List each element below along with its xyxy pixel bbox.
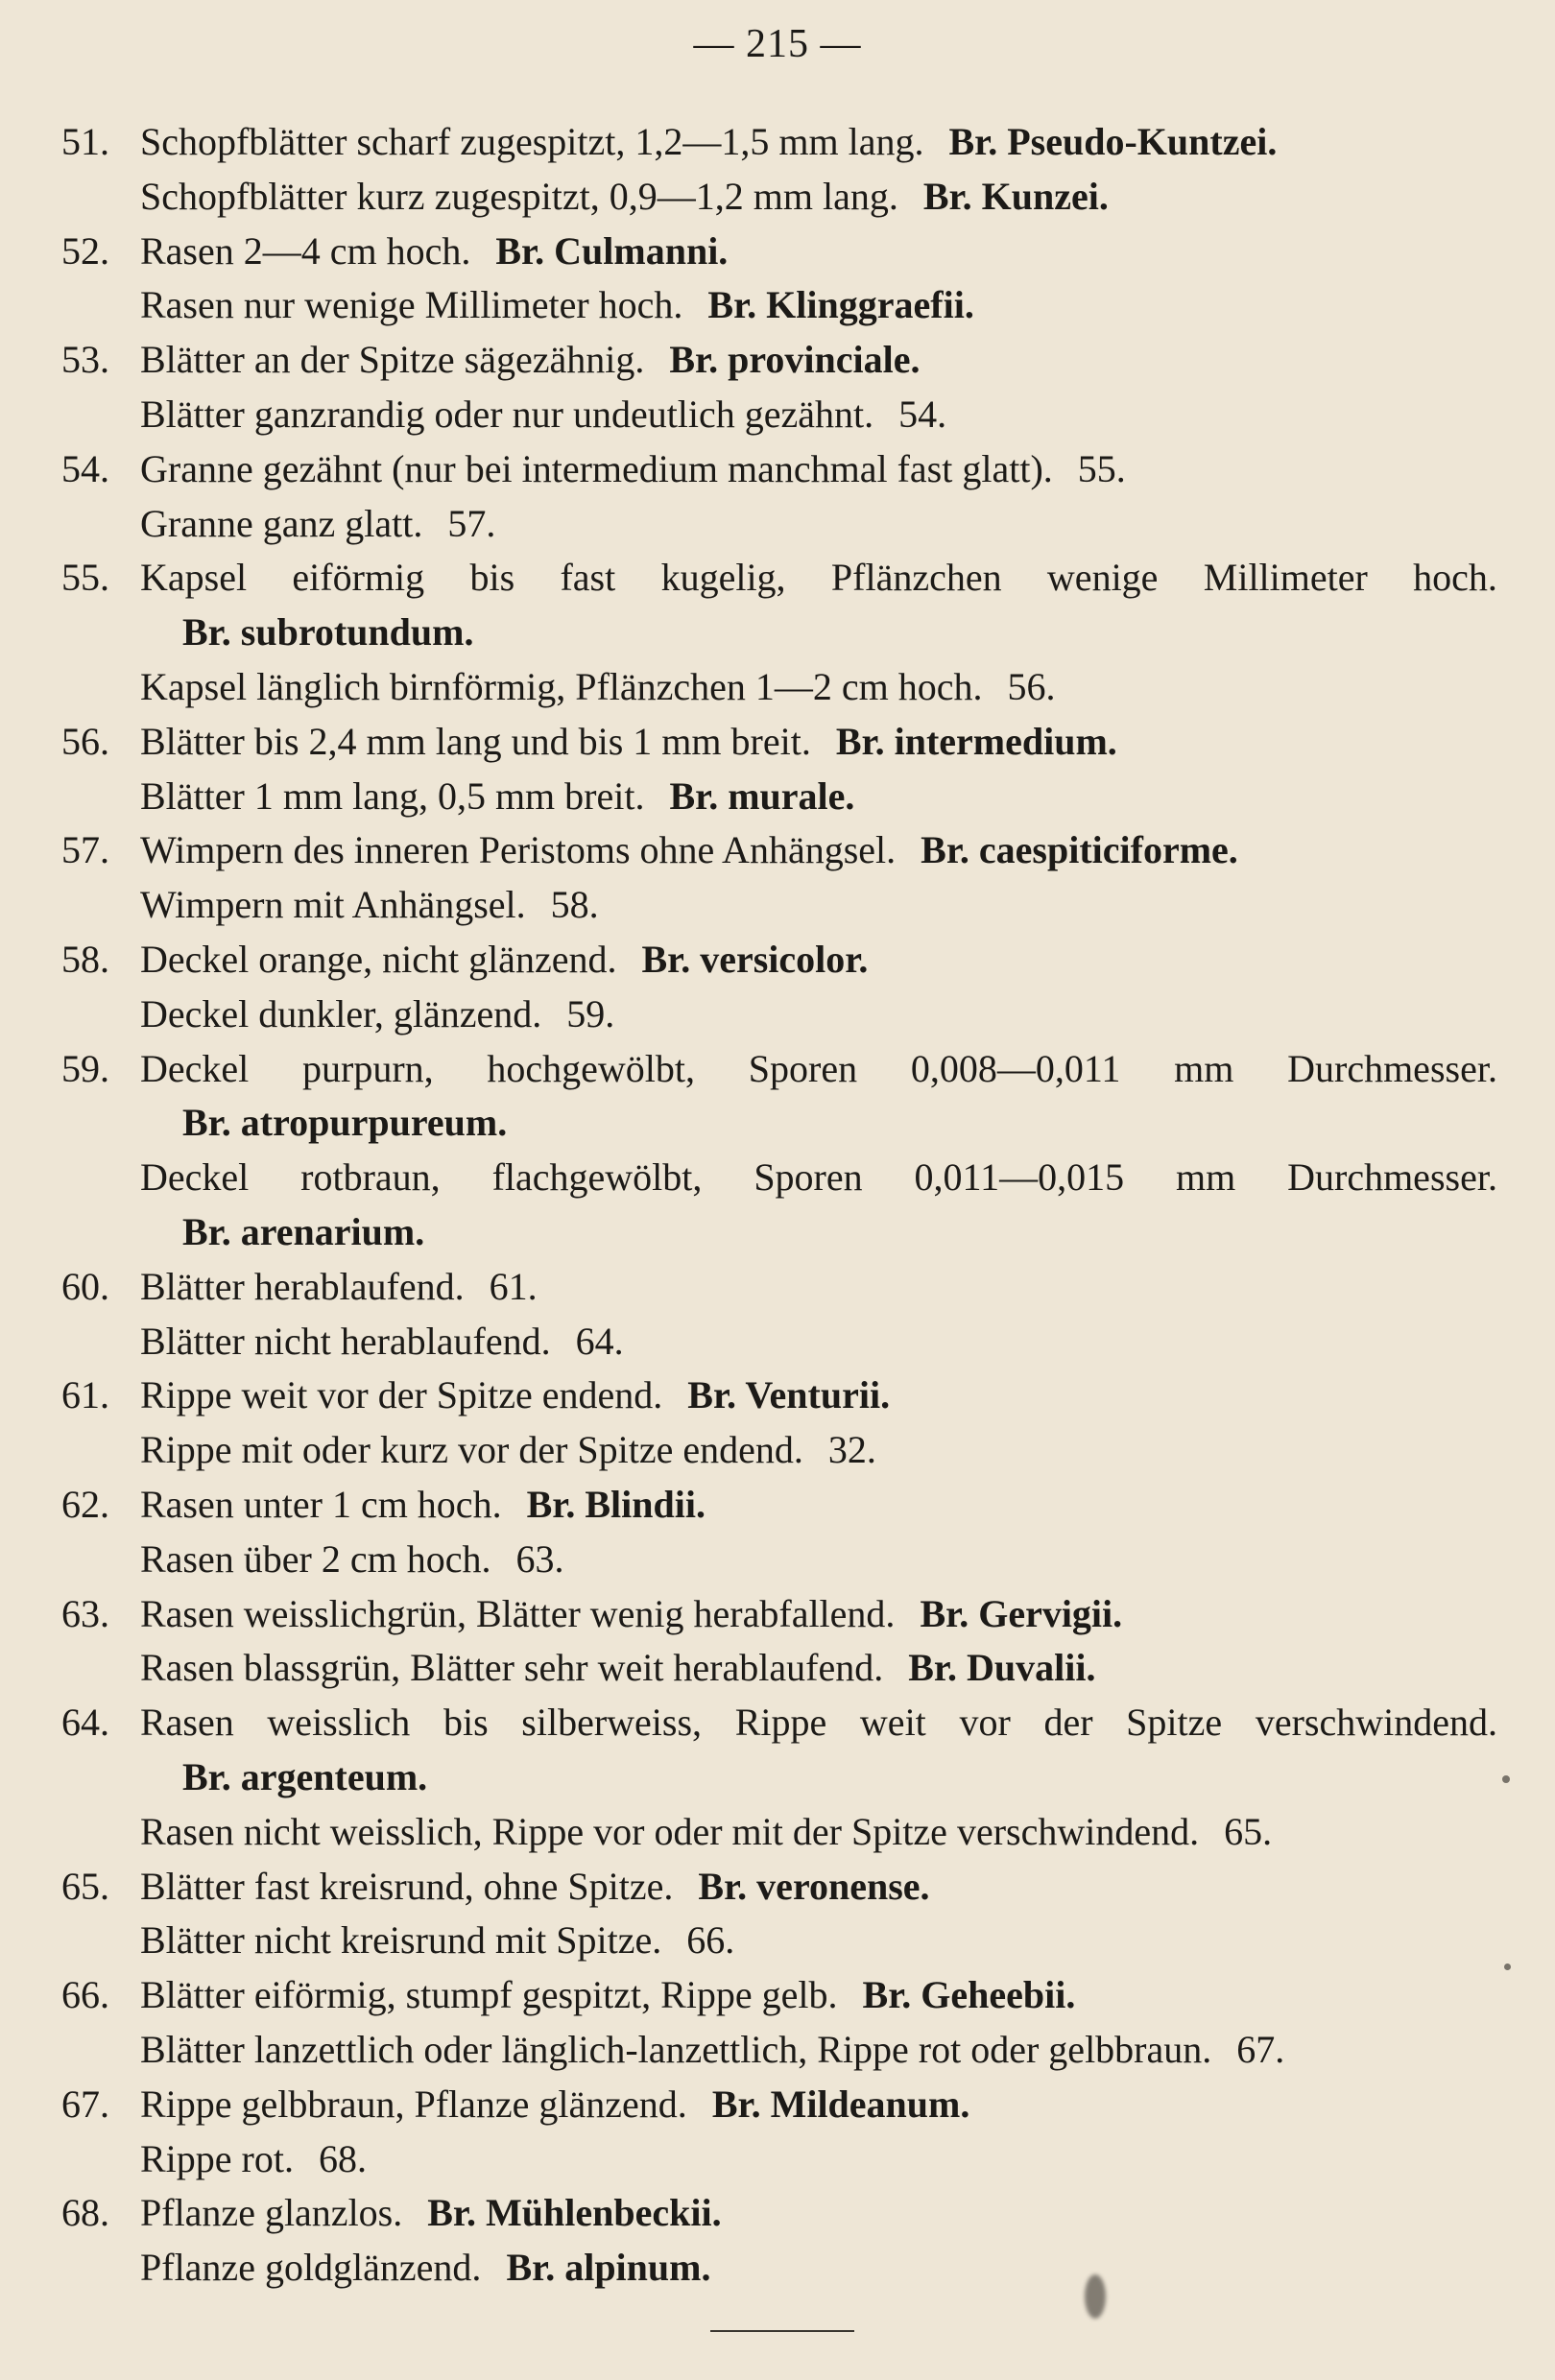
species-name: Br. intermedium. <box>835 719 1117 763</box>
couplet-reference: 61. <box>489 1264 538 1308</box>
key-line <box>0 1368 1555 1422</box>
key-word: Pflänzchen <box>830 556 1002 600</box>
species-name: Br. Geheebii. <box>862 1973 1076 2017</box>
couplet-reference: 63. <box>515 1536 564 1581</box>
ink-spot <box>1502 1775 1510 1783</box>
key-description: Blätter nicht herablaufend. <box>140 1319 551 1363</box>
key-line <box>0 1151 1555 1204</box>
key-line-content <box>140 878 1497 932</box>
species-name: Br. Duvalii. <box>908 1646 1096 1690</box>
couplet-reference: 56. <box>1007 665 1056 708</box>
key-word: Millimeter <box>1203 556 1368 600</box>
key-word: Rippe <box>734 1701 827 1745</box>
key-description: Pflanze glanzlos. <box>140 2191 403 2235</box>
key-line <box>0 2241 1555 2295</box>
key-line-content <box>140 715 1497 769</box>
key-description: Rippe rot. <box>140 2136 294 2180</box>
key-word: Durchmesser. <box>1287 1155 1497 1200</box>
key-description: Rasen weisslichgrün, Blätter wenig herabfallend. <box>140 1591 896 1635</box>
key-line <box>0 1641 1555 1695</box>
key-description: Granne ganz glatt. <box>140 501 423 545</box>
key-line <box>0 1423 1555 1477</box>
key-description: Wimpern des inneren Peristoms ohne Anhängsel. <box>140 828 897 872</box>
key-line <box>0 1096 1555 1150</box>
key-description: Blätter eiförmig, stumpf gespitzt, Rippe gelb. <box>140 1973 838 2017</box>
key-description: Rasen nur wenige Millimeter hoch. <box>140 283 683 327</box>
couplet-number: 59. <box>61 1046 109 1090</box>
key-word: bis <box>443 1701 489 1745</box>
key-line-content <box>140 2186 1497 2240</box>
key-line <box>0 2023 1555 2077</box>
key-word: Spitze <box>1126 1701 1223 1745</box>
key-word: 0,008—0,011 <box>910 1046 1121 1090</box>
key-description: Rippe mit oder kurz vor der Spitze endend. <box>140 1428 803 1472</box>
couplet-reference: 54. <box>898 393 947 436</box>
couplet-number: 58. <box>61 938 109 981</box>
couplet-number: 60. <box>61 1264 109 1308</box>
key-word: fast <box>560 556 616 600</box>
key-line-content <box>182 606 1497 659</box>
key-line <box>0 442 1555 496</box>
couplet-reference: 58. <box>550 883 599 927</box>
couplet-reference: 65. <box>1224 1809 1273 1853</box>
key-line <box>0 1260 1555 1314</box>
species-name: Br. atropurpureum. <box>182 1101 508 1145</box>
species-name: Br. veronense. <box>698 1864 930 1908</box>
key-description: Blätter fast kreisrund, ohne Spitze. <box>140 1864 674 1908</box>
key-line-content <box>140 2241 1497 2295</box>
key-line <box>0 1042 1555 1096</box>
couplet-number: 52. <box>61 228 109 273</box>
species-name: Br. Klinggraefii. <box>707 283 974 327</box>
couplet-number: 56. <box>61 719 109 763</box>
couplet-reference: 67. <box>1236 2028 1285 2071</box>
key-description: Granne gezähnt (nur bei intermedium manchmal fast glatt). <box>140 446 1053 490</box>
couplet-number: 62. <box>61 1483 109 1526</box>
key-line <box>0 1587 1555 1641</box>
key-line <box>0 606 1555 659</box>
key-line <box>0 988 1555 1041</box>
species-name: Br. Mildeanum. <box>711 2082 970 2126</box>
key-line-content <box>140 170 1497 224</box>
key-line-content <box>140 1533 1497 1586</box>
key-line-content <box>182 1205 1497 1259</box>
key-line <box>0 770 1555 823</box>
key-line-content <box>140 1805 1497 1859</box>
key-line-content <box>140 1968 1497 2022</box>
key-line <box>0 1696 1555 1749</box>
couplet-number: 68. <box>61 2191 109 2235</box>
key-word: hochgewölbt, <box>487 1046 696 1090</box>
species-name: Br. caespiticiforme. <box>921 828 1238 872</box>
species-name: Br. Kunzei. <box>922 174 1109 218</box>
key-line-content <box>140 823 1497 877</box>
key-line-content <box>140 1860 1497 1914</box>
key-line <box>0 225 1555 278</box>
key-line <box>0 1805 1555 1859</box>
key-line <box>0 1860 1555 1914</box>
key-line-content <box>140 1914 1497 1967</box>
key-line-content <box>140 770 1497 823</box>
species-name: Br. Blindii. <box>526 1483 706 1526</box>
key-description: Blätter an der Spitze sägezähnig. <box>140 338 645 382</box>
couplet-reference: 57. <box>447 501 496 545</box>
species-name: Br. murale. <box>669 774 855 818</box>
key-line-content <box>140 388 1497 441</box>
key-description: Rasen unter 1 cm hoch. <box>140 1483 502 1526</box>
couplet-reference: 64. <box>575 1319 624 1363</box>
key-description: Blätter 1 mm lang, 0,5 mm breit. <box>140 774 645 818</box>
key-line-content <box>140 1260 1497 1314</box>
couplet-reference: 59. <box>566 991 615 1035</box>
key-line <box>0 170 1555 224</box>
key-line <box>0 715 1555 769</box>
key-line <box>0 388 1555 441</box>
species-name: Br. Culmanni. <box>495 228 729 273</box>
species-name: Br. versicolor. <box>641 938 869 981</box>
key-description: Kapsel länglich birnförmig, Pflänzchen 1—2 cm hoch. <box>140 665 983 708</box>
couplet-number: 54. <box>61 446 109 490</box>
species-name: Br. alpinum. <box>506 2246 711 2290</box>
key-line-content <box>140 225 1497 278</box>
key-line <box>0 1205 1555 1259</box>
couplet-reference: 32. <box>827 1428 876 1472</box>
ink-spot <box>1504 1964 1511 1970</box>
key-line <box>0 333 1555 387</box>
key-line <box>0 1315 1555 1368</box>
species-name: Br. Venturii. <box>687 1373 891 1417</box>
key-word: flachgewölbt, <box>491 1155 703 1200</box>
key-line <box>0 278 1555 332</box>
key-word: hoch. <box>1413 556 1497 600</box>
key-description: Pflanze goldglänzend. <box>140 2246 482 2290</box>
page-number: — 215 — <box>693 22 862 66</box>
couplet-number: 65. <box>61 1864 109 1908</box>
key-line <box>0 823 1555 877</box>
key-word: rotbraun, <box>300 1155 441 1200</box>
key-word: Rasen <box>140 1701 234 1745</box>
key-line-content <box>140 1315 1497 1368</box>
couplet-reference: 66. <box>686 1918 735 1963</box>
key-line-content <box>182 1750 1497 1804</box>
key-description: Blätter bis 2,4 mm lang und bis 1 mm breit. <box>140 719 811 763</box>
key-line-content <box>140 1478 1497 1532</box>
key-line <box>0 1914 1555 1967</box>
couplet-number: 66. <box>61 1973 109 2017</box>
species-name: Br. arenarium. <box>182 1210 425 1253</box>
key-word: eiförmig <box>292 556 425 600</box>
key-word: weit <box>859 1701 926 1745</box>
species-name: Br. Pseudo-Kuntzei. <box>948 120 1278 163</box>
key-line-content <box>140 2132 1497 2186</box>
key-word: wenige <box>1046 556 1159 600</box>
species-name: Br. provinciale. <box>669 338 921 382</box>
key-line-content <box>140 1151 1497 1204</box>
key-line <box>0 497 1555 551</box>
key-line-content <box>140 333 1497 387</box>
key-description: Deckel dunkler, glänzend. <box>140 991 542 1035</box>
key-word: kugelig, <box>660 556 786 600</box>
key-description: Rasen über 2 cm hoch. <box>140 1536 491 1581</box>
key-word: vor <box>959 1701 1011 1745</box>
key-description: Deckel orange, nicht glänzend. <box>140 938 617 981</box>
key-description: Rasen blassgrün, Blätter sehr weit herablaufend. <box>140 1646 884 1690</box>
end-rule <box>710 2330 854 2332</box>
couplet-number: 63. <box>61 1591 109 1635</box>
key-word: Sporen <box>754 1155 863 1200</box>
key-description: Blätter herablaufend. <box>140 1264 465 1308</box>
key-word: bis <box>469 556 515 600</box>
species-name: Br. argenteum. <box>182 1755 428 1798</box>
key-description: Rippe weit vor der Spitze endend. <box>140 1373 663 1417</box>
key-description: Blätter lanzettlich oder länglich-lanzettlich, Rippe rot oder gelbbraun. <box>140 2028 1212 2071</box>
key-word: Kapsel <box>140 556 248 600</box>
key-word: Deckel <box>140 1046 250 1090</box>
species-name: Br. Gervigii. <box>920 1591 1123 1635</box>
couplet-reference: 68. <box>318 2136 367 2180</box>
key-word: verschwindend. <box>1255 1701 1497 1745</box>
key-line-content <box>140 1368 1497 1422</box>
key-description: Wimpern mit Anhängsel. <box>140 883 526 927</box>
key-word: Deckel <box>140 1155 250 1200</box>
couplet-number: 67. <box>61 2082 109 2126</box>
couplet-number: 61. <box>61 1373 109 1417</box>
couplet-number: 53. <box>61 338 109 382</box>
key-description: Rippe gelbbraun, Pflanze glänzend. <box>140 2082 687 2126</box>
key-word: purpurn, <box>302 1046 434 1090</box>
couplet-number: 51. <box>61 120 109 163</box>
species-name: Br. subrotundum. <box>182 610 474 654</box>
key-description: Blätter ganzrandig oder nur undeutlich gezähnt. <box>140 393 874 436</box>
key-description: Rasen nicht weisslich, Rippe vor oder mit der Spitze verschwindend. <box>140 1809 1200 1853</box>
key-line <box>0 933 1555 987</box>
key-word: weisslich <box>267 1701 411 1745</box>
key-line-content <box>140 2078 1497 2131</box>
key-line-content <box>140 1423 1497 1477</box>
key-line <box>0 1968 1555 2022</box>
key-line-content <box>140 933 1497 987</box>
key-word: der <box>1043 1701 1093 1745</box>
key-line <box>0 2078 1555 2131</box>
key-line-content <box>140 551 1497 605</box>
key-line-content <box>140 115 1497 169</box>
key-line-content <box>182 1096 1497 1150</box>
key-line <box>0 660 1555 714</box>
key-description: Schopfblätter kurz zugespitzt, 0,9—1,2 mm lang. <box>140 174 898 218</box>
key-description: Blätter nicht kreisrund mit Spitze. <box>140 1918 662 1963</box>
key-line-content <box>140 1042 1497 1096</box>
key-description: Rasen 2—4 cm hoch. <box>140 228 471 273</box>
key-line <box>0 1478 1555 1532</box>
key-line-content <box>140 2023 1497 2077</box>
key-line-content <box>140 497 1497 551</box>
couplet-number: 64. <box>61 1701 109 1745</box>
key-line-content <box>140 278 1497 332</box>
species-name: Br. Mühlenbeckii. <box>427 2191 722 2235</box>
key-line-content <box>140 1641 1497 1695</box>
key-line <box>0 878 1555 932</box>
key-line-content <box>140 442 1497 496</box>
key-line <box>0 2132 1555 2186</box>
key-line-content <box>140 1696 1497 1749</box>
key-line <box>0 2186 1555 2240</box>
couplet-reference: 55. <box>1077 446 1126 490</box>
key-word: mm <box>1175 1155 1236 1200</box>
key-line-content <box>140 660 1497 714</box>
key-word: 0,011—0,015 <box>914 1155 1125 1200</box>
key-line <box>0 1750 1555 1804</box>
key-line <box>0 115 1555 169</box>
couplet-number: 57. <box>61 828 109 872</box>
couplet-number: 55. <box>61 556 109 600</box>
key-word: mm <box>1174 1046 1234 1090</box>
key-word: Durchmesser. <box>1287 1046 1497 1090</box>
key-line-content <box>140 988 1497 1041</box>
key-line-content <box>140 1587 1497 1641</box>
key-line <box>0 551 1555 605</box>
key-line <box>0 1533 1555 1586</box>
key-description: Schopfblätter scharf zugespitzt, 1,2—1,5 mm lang. <box>140 120 924 163</box>
key-word: Sporen <box>748 1046 858 1090</box>
key-word: silberweiss, <box>521 1701 703 1745</box>
ink-spot <box>1085 2274 1106 2319</box>
